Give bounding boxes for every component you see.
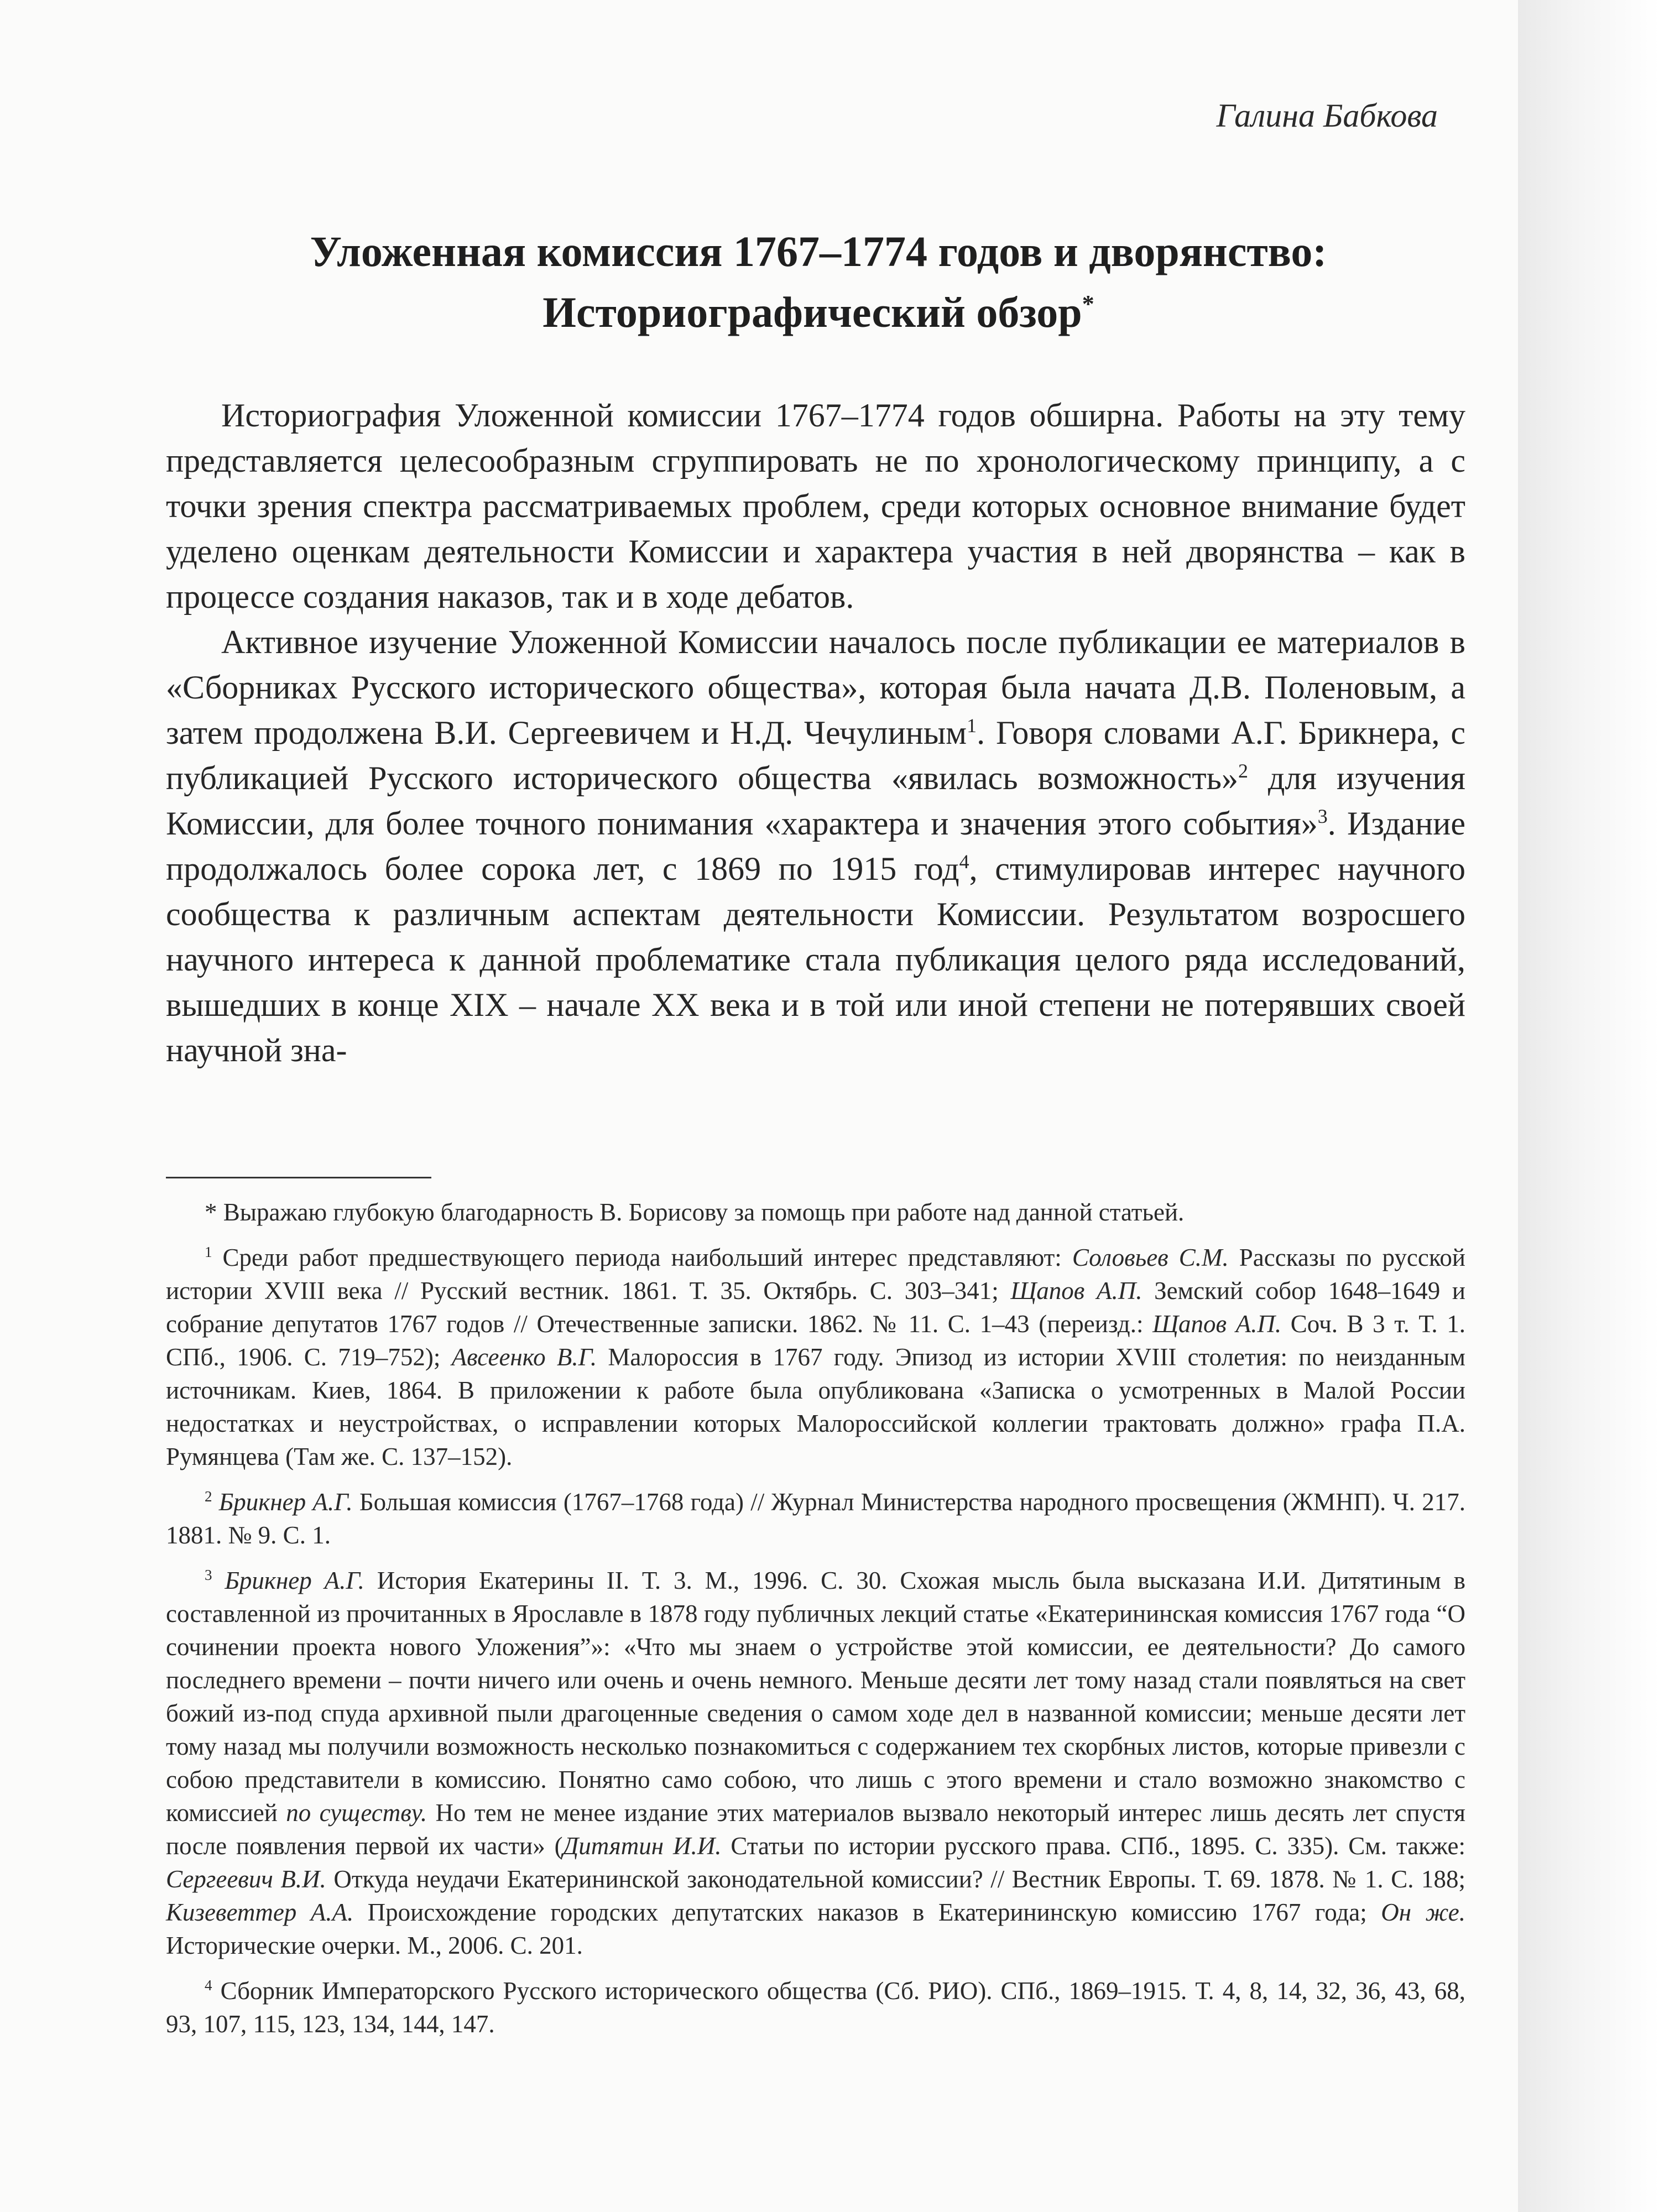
- footnote-1-text: Рассказы по русской истории XVIII века // Русский вестник. 1861. Т. 35. Октябрь. С. 303–341;: [166, 1244, 1465, 1305]
- footnote-3-author: Кизеветтер А.А.: [166, 1898, 354, 1926]
- footnote-3-text: Исторические очерки. М., 2006. С. 201.: [166, 1932, 583, 1959]
- footnote-3-author: Он же.: [1381, 1898, 1466, 1926]
- page-edge-shadow: [1518, 0, 1659, 2212]
- footnote-1-author: Соловьев С.М.: [1072, 1244, 1229, 1271]
- footnote-3-text: Откуда неудачи Екатерининской законодательной комиссии? // Вестник Европы. Т. 69. 1878. № 1. С. 188;: [326, 1865, 1465, 1893]
- paragraph-2-part-b: . Говоря словами А.Г. Брикнера, с публикацией Русского исторического общества «явилась возможность»: [166, 714, 1465, 796]
- footnote-2: [166, 1485, 1465, 1552]
- footnote-star: [166, 1196, 1465, 1229]
- article-body: [166, 393, 1465, 1073]
- footnote-2-author: Брикнер А.Г.: [218, 1488, 353, 1516]
- footnote-1-text: Среди работ предшествующего периода наибольший интерес представляют:: [212, 1244, 1072, 1271]
- footnote-4-text: Сборник Императорского Русского исторического общества (Сб. РИО). СПб., 1869–1915. Т. 4, 8, 14, 32, 36, 43, 68, 93, 107, 115, 123, 134, 144, 147.: [166, 1977, 1465, 2038]
- footnote-3-text: История Екатерины II. Т. 3. М., 1996. С. 30. Схожая мысль была высказана И.И. Дитятиным в составленной из прочитанных в Ярославле в 1878 году публичных лекций статье «Екатерининская комиссия 1767 года “О сочинении проекта нового Уложения”»: «Что мы знаем о устройстве этой комиссии, ее деятельности? До самого последнего времени – почти ничего или очень и очень немного. Меньше десяти лет тому назад стали появляться на свет божий из-под спуда архивной пыли драгоценные сведения о самом ходе дел в названной комиссии; меньше десяти лет тому назад мы получили возможность несколько познакомиться с содержанием тех скорбных листов, которые привезли с собою представители в комиссию. Понятно само собою, что лишь с этого времени и стало возможно знакомство с комиссией: [166, 1567, 1466, 1827]
- footnote-star-text: Выражаю глубокую благодарность В. Борисову за помощь при работе над данной статьей.: [217, 1198, 1185, 1226]
- footnote-separator: [166, 1177, 431, 1178]
- paragraph-2-part-d: . Издание продолжалось более сорока лет, с 1869 по 1915 год: [166, 805, 1465, 887]
- title-line-1: Уложенная комиссия 1767–1774 годов и дворянство:: [310, 227, 1327, 275]
- body-paragraph-1: Историография Уложенной комиссии 1767–1774 годов обширна. Работы на эту тему представляется целесообразным сгруппировать не по хронологическому принципу, а с точки зрения спектра рассматриваемых проблем, среди которых основное внимание будет уделено оценкам деятельности Комиссии и характера участия в ней дворянства – как в процессе создания наказов, так и в ходе дебатов.: [166, 397, 1465, 615]
- footnote-3-text: Происхождение городских депутатских наказов в Екатерининскую комиссию 1767 года;: [353, 1898, 1381, 1926]
- footnote-1-author: Авсеенко В.Г.: [451, 1343, 597, 1371]
- title-line-2: [166, 282, 1471, 343]
- footnote-3-author: Брикнер А.Г.: [225, 1567, 364, 1594]
- footnote-1-author: Щапов А.П.: [1152, 1310, 1282, 1338]
- footnote-4: [166, 1974, 1465, 2041]
- title-footnote-mark: *: [1082, 290, 1094, 317]
- footnote-ref-3: 3: [1317, 805, 1328, 827]
- footnote-1-text: Земский собор 1648–1649 и собрание депутатов 1767 годов // Отечественные записки. 1862. № 11. С. 1–43 (переизд.:: [166, 1277, 1466, 1338]
- footnote-ref-4: 4: [959, 851, 969, 873]
- article-title: [166, 221, 1471, 343]
- title-line-2-text: Историографический обзор: [542, 288, 1082, 336]
- paragraph-2-part-e: , стимулировав интерес научного сообщества к различным аспектам деятельности Комиссии. Результатом возросшего научного интереса к данной проблематике стала публикация целого ряда исследований, вышедших в конце XIX – начале XX века и в той или иной степени не потерявших своей научной зна-: [166, 851, 1466, 1068]
- footnote-ref-2: 2: [1238, 760, 1248, 782]
- footnote-1: [166, 1241, 1465, 1473]
- footnote-1-text: Малороссия в 1767 году. Эпизод из истории XVIII столетия: по неизданным источникам. Киев, 1864. В приложении к работе была опубликована «Записка о усмотренных в Малой России недостатках и неустройствах, о исправлении которых Малороссийской коллегии трактовать должно» графа П.А. Румянцева (Там же. С. 137–152).: [166, 1343, 1465, 1470]
- footnote-3-emphasis: по существу.: [286, 1799, 427, 1827]
- footnote-1-author: Щапов А.П.: [1010, 1277, 1142, 1305]
- footnote-3-mark: 3: [205, 1567, 212, 1583]
- footnote-star-mark: *: [205, 1198, 217, 1226]
- footnote-4-mark: 4: [205, 1977, 212, 1994]
- footnote-2-mark: 2: [205, 1488, 212, 1505]
- running-header-author: Галина Бабкова: [1216, 97, 1438, 134]
- footnote-3-author: Дитятин И.И.: [562, 1832, 722, 1860]
- body-paragraph-2: [166, 619, 1465, 1073]
- footnotes: [166, 1196, 1465, 2053]
- footnote-2-text: Большая комиссия (1767–1768 года) // Журнал Министерства народного просвещения (ЖМНП). Ч. 217. 1881. № 9. С. 1.: [166, 1488, 1466, 1549]
- footnote-3-author: Сергеевич В.И.: [166, 1865, 326, 1893]
- footnote-1-mark: 1: [205, 1244, 212, 1260]
- footnote-3-text: Но тем не менее издание этих материалов вызвало некоторый интерес лишь десять лет спустя после появления первой их части» (: [166, 1799, 1465, 1860]
- footnote-3: [166, 1564, 1465, 1962]
- paragraph-2-part-c: для изучения Комиссии, для более точного понимания «характера и значения этого события»: [166, 760, 1465, 842]
- footnote-1-text: Соч. В 3 т. Т. 1. СПб., 1906. С. 719–752);: [166, 1310, 1465, 1371]
- footnote-3-text: Статьи по истории русского права. СПб., 1895. С. 335). См. также:: [721, 1832, 1465, 1860]
- paragraph-2-part-a: Активное изучение Уложенной Комиссии началось после публикации ее материалов в «Сборниках Русского исторического общества», которая была начата Д.В. Поленовым, а затем продолжена В.И. Сергеевичем и Н.Д. Чечулиным: [166, 624, 1465, 751]
- footnote-ref-1: 1: [967, 714, 977, 737]
